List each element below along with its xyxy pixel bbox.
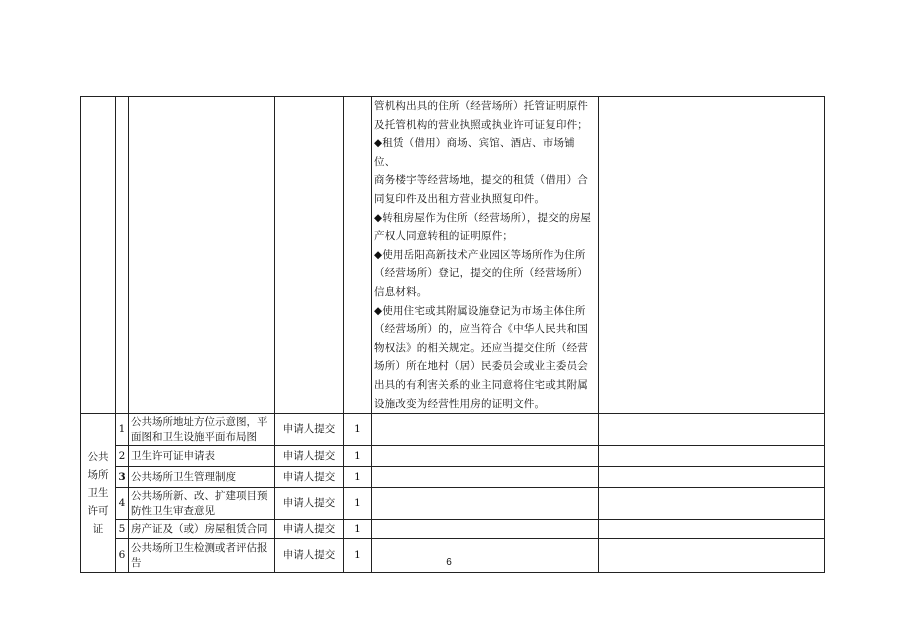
materials-table — [80, 96, 825, 573]
item-note — [599, 488, 825, 520]
item-description: 公共场所卫生检测或者评估报告 — [129, 539, 275, 573]
section-name: 公共场所卫生许可证 — [81, 414, 116, 573]
item-note — [599, 520, 825, 539]
requirements-cell — [372, 97, 599, 414]
requirement-line: ◆使用住宅或其附属设施登记为市场主体住所 — [374, 304, 586, 317]
table-row — [81, 467, 825, 488]
table-row — [81, 488, 825, 520]
item-description: 房产证及（或）房屋租赁合同 — [129, 520, 275, 539]
requirement-line: 同复印件及出租方营业执照复印件。 — [374, 192, 546, 205]
item-number: 3 — [116, 467, 129, 488]
item-requirements — [372, 520, 599, 539]
requirement-line: ◆使用岳阳高新技术产业园区等场所作为住所 — [374, 248, 586, 261]
item-count: 1 — [344, 520, 372, 539]
item-number: 1 — [116, 414, 129, 446]
requirement-line: 场所）所在地村（居）民委员会或业主委员会 — [374, 360, 588, 373]
continued-row — [81, 97, 825, 414]
requirement-line: 设施改变为经营性用房的证明文件。 — [374, 397, 546, 410]
requirement-line: 物权法》的相关规定。还应当提交住所（经营 — [374, 341, 588, 354]
continued-note-cell — [599, 97, 825, 414]
requirement-line: 及托管机构的营业执照或执业许可证复印件； — [374, 118, 588, 131]
item-source: 申请人提交 — [275, 488, 344, 520]
item-count: 1 — [344, 446, 372, 467]
item-description: 公共场所新、改、扩建项目预防性卫生审查意见 — [129, 488, 275, 520]
item-description: 公共场所地址方位示意图，平面图和卫生设施平面布局图 — [129, 414, 275, 446]
table-row — [81, 414, 825, 446]
item-number: 2 — [116, 446, 129, 467]
requirement-line: （经营场所）登记，提交的住所（经营场所） — [374, 267, 588, 280]
continued-desc-cell — [129, 97, 275, 414]
requirement-line: 产权人同意转租的证明原件； — [374, 230, 514, 243]
item-requirements — [372, 488, 599, 520]
page-number: 6 — [446, 557, 452, 568]
requirement-line: 管机构出具的住所（经营场所）托管证明原件 — [374, 100, 588, 112]
table-row — [81, 446, 825, 467]
item-source: 申请人提交 — [275, 520, 344, 539]
item-note — [599, 446, 825, 467]
continued-count-cell — [344, 97, 372, 414]
requirement-line: （经营场所）的，应当符合《中华人民共和国 — [374, 323, 588, 336]
table-row — [81, 520, 825, 539]
item-source: 申请人提交 — [275, 446, 344, 467]
requirement-line: ◆转租房屋作为住所（经营场所），提交的房屋 — [374, 211, 592, 224]
item-source: 申请人提交 — [275, 539, 344, 573]
table-body — [81, 97, 825, 573]
item-count: 1 — [344, 488, 372, 520]
continued-source-cell — [275, 97, 344, 414]
requirement-line: 商务楼宇等经营场地，提交的租赁（借用）合 — [374, 174, 588, 187]
item-source: 申请人提交 — [275, 467, 344, 488]
item-requirements — [372, 467, 599, 488]
item-note — [599, 414, 825, 446]
item-note — [599, 467, 825, 488]
requirement-line: ◆租赁（借用）商场、宾馆、酒店、市场铺位、 — [374, 137, 575, 168]
continued-name-cell — [81, 97, 116, 414]
continued-num-cell — [116, 97, 129, 414]
item-requirements — [372, 446, 599, 467]
item-description: 公共场所卫生管理制度 — [129, 467, 275, 488]
item-description: 卫生许可证申请表 — [129, 446, 275, 467]
item-source: 申请人提交 — [275, 414, 344, 446]
item-requirements — [372, 414, 599, 446]
item-number: 5 — [116, 520, 129, 539]
item-count: 1 — [344, 539, 372, 573]
requirement-line: 信息材料。 — [374, 285, 428, 298]
item-count: 1 — [344, 414, 372, 446]
item-number: 6 — [116, 539, 129, 573]
item-count: 1 — [344, 467, 372, 488]
requirement-line: 出具的有利害关系的业主同意将住宅或其附属 — [374, 378, 588, 391]
item-number: 4 — [116, 488, 129, 520]
